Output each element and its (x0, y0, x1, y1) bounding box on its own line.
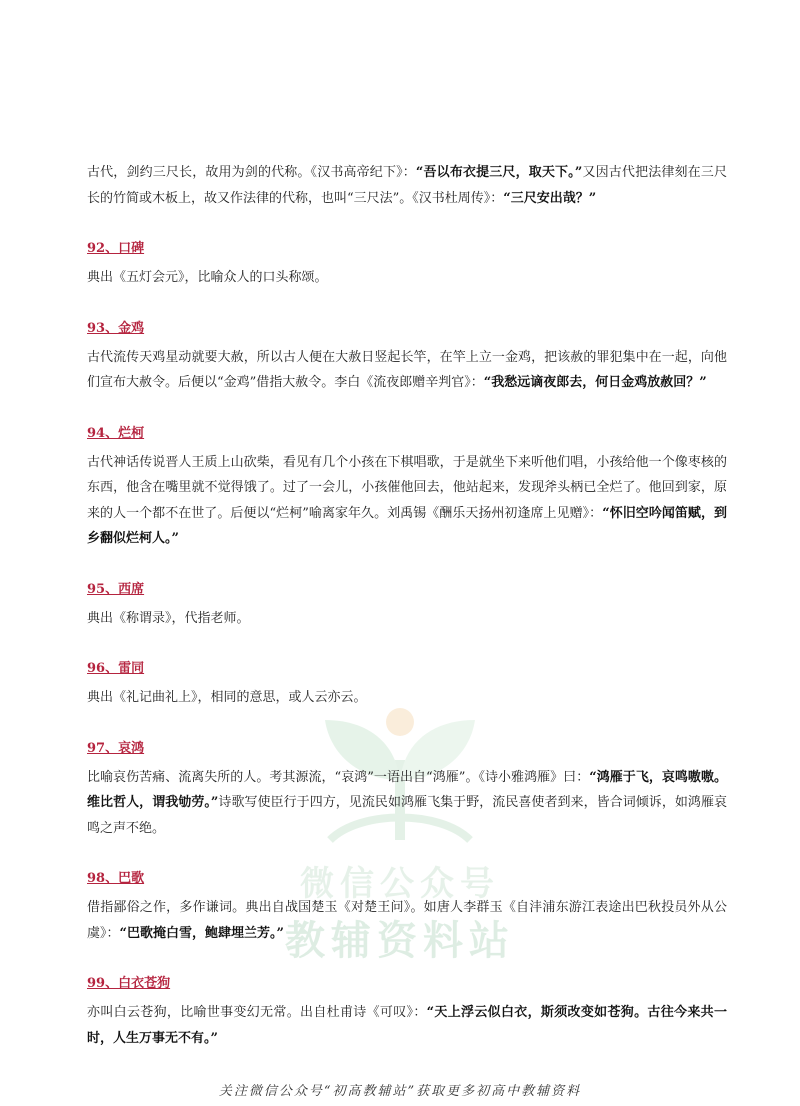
entry-text (87, 765, 727, 842)
page-footer: 关注微信公众号“初高教辅站”获取更多初高中教辅资料 (218, 1084, 582, 1099)
entry-94 (87, 422, 727, 552)
quote-run: “我愁远谪夜郎去，何日金鸡放赦回？” (483, 375, 707, 390)
entry-title: 95、西席 (87, 581, 145, 597)
entry-95 (87, 578, 727, 632)
text-run: 典出《称谓录》，代指老师。 (87, 610, 250, 626)
entry-title: 97、哀鸿 (87, 740, 145, 756)
entry-title: 92、口碑 (87, 241, 145, 256)
entry-title: 96、雷同 (87, 661, 145, 676)
text-run: 亦叫白云苍狗，比喻世事变幻无常。出自杜甫诗《可叹》： (87, 1005, 427, 1020)
quote-run: “怀旧空吟闻笛赋，到乡翻似烂柯人。” (87, 505, 727, 546)
entry-93 (87, 317, 727, 396)
entry-text (87, 685, 727, 711)
entry-98 (87, 867, 727, 946)
entry-96 (87, 657, 727, 711)
quote-run: “鸿雁于飞，哀鸣嗷嗷。维比哲人，谓我劬劳。” (87, 769, 727, 810)
entry-92 (87, 237, 727, 291)
document-body (87, 160, 727, 1051)
entry-title: 93、金鸡 (87, 320, 145, 336)
text-run: 比喻哀伤苦痛、流离失所的人。考其源流，“哀鸿”一语出自“鸿雁”。《诗小雅鸿雁》曰： (87, 769, 590, 785)
entry-title: 99、白衣苍狗 (87, 976, 171, 991)
intro-paragraph (87, 160, 727, 211)
entry-text (87, 606, 727, 632)
entry-97 (87, 737, 727, 842)
entry-text (87, 345, 727, 396)
entry-text (87, 450, 727, 552)
text-run: 古代神话传说晋人王质上山砍柴，看见有几个小孩在下棋唱歌，于是就坐下来听他们唱，小孩给他一个像枣核的东西，他含在嘴里就不觉得饿了。过了一会儿，小孩催他回去，他站起来，发现斧头柄已全烂了。他回到家，原来的人一个都不在世了。后便以“烂柯”喻离家年久。刘禹锡《酬乐天扬州初逢席上见赠》： (87, 454, 727, 521)
watermark-line-2: 教辅资料站 (285, 918, 515, 964)
quote-run: “三尺安出哉？” (503, 190, 597, 206)
text-run: 典出《五灯会元》，比喻众人的口头称颂。 (87, 270, 328, 285)
text-run: 借指鄙俗之作，多作谦词。典出自战国楚玉《对楚王问》。如唐人李群玉《自沣浦东游江表途出巴秋投员外从公虞》： (87, 900, 727, 941)
text-run: 典出《礼记曲礼上》，相同的意思，或人云亦云。 (87, 690, 367, 705)
text-run: 又因古代把法律刻在三尺长的竹简或木板上，故又作法律的代称，也叫“三尺法”。《汉书杜周传》： (87, 165, 727, 206)
text-run: 诗歌写使臣行于四方，见流民如鸿雁飞集于野，流民喜使者到来，皆合词倾诉，如鸿雁哀鸣之声不绝。 (87, 795, 727, 836)
quote-run: “巴歌掩白雪，鲍肆埋兰芳。” (119, 925, 284, 941)
text-run: 古代，剑约三尺长，故用为剑的代称。《汉书高帝纪下》： (87, 165, 416, 180)
entry-text (87, 1000, 727, 1051)
entry-title: 98、巴歌 (87, 871, 145, 886)
entry-title: 94、烂柯 (87, 425, 145, 441)
entry-text (87, 895, 727, 946)
quote-run: “天上浮云似白衣，斯须改变如苍狗。古往今来共一时，人生万事无不有。” (87, 1005, 727, 1046)
text-run: 古代流传天鸡星动就要大赦，所以古人便在大赦日竖起长竿，在竿上立一金鸡，把该赦的罪犯集中在一起，向他们宣布大赦令。后便以“金鸡”借指大赦令。李白《流夜郎赠辛判官》： (87, 349, 727, 390)
watermark-line-1: 微信公众号 (300, 864, 500, 904)
entry-text (87, 265, 727, 291)
entry-99 (87, 972, 727, 1051)
quote-run: “吾以布衣提三尺，取天下。” (415, 165, 583, 180)
